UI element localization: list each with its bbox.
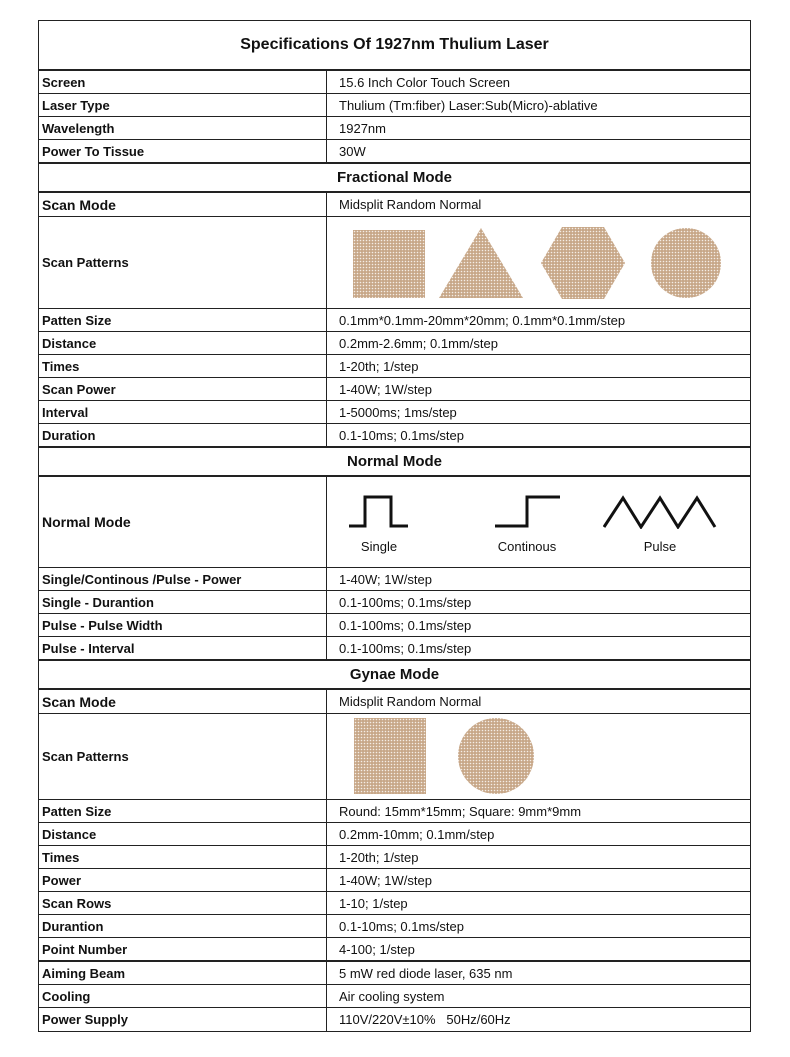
- row-label: Single - Durantion: [39, 591, 327, 613]
- row-value: 0.2mm-10mm; 0.1mm/step: [339, 826, 495, 842]
- row-label: Duration: [39, 424, 327, 446]
- row-value: 1-40W; 1W/step: [339, 381, 432, 397]
- row-value: Round: 15mm*15mm; Square: 9mm*9mm: [339, 803, 582, 819]
- spec-row-scan-rows: [39, 892, 750, 915]
- row-label: Scan Power: [39, 378, 327, 400]
- spec-row-power: [39, 869, 750, 892]
- row-value: Air cooling system: [339, 988, 445, 1004]
- row-label: Interval: [39, 401, 327, 423]
- row-label: Scan Rows: [39, 892, 327, 914]
- row-label: Wavelength: [39, 117, 327, 139]
- section-heading-gynae: [39, 661, 750, 690]
- spec-row-aiming-beam: [39, 962, 750, 985]
- row-value: Midsplit Random Normal: [339, 197, 482, 212]
- spec-row-scan-mode: [39, 193, 750, 217]
- wave-label-pulse: Pulse: [643, 539, 677, 554]
- row-label: Normal Mode: [39, 477, 327, 567]
- row-label: Patten Size: [39, 309, 327, 331]
- row-label: Pulse - Interval: [39, 637, 327, 659]
- wave-label-single: Single: [360, 539, 398, 554]
- row-value: 1-40W; 1W/step: [339, 872, 432, 888]
- spec-row-screen: [39, 71, 750, 94]
- row-value: 1-10; 1/step: [339, 895, 408, 911]
- row-value: 15.6 Inch Color Touch Screen: [339, 74, 511, 90]
- row-value: 5 mW red diode laser, 635 nm: [339, 965, 513, 981]
- pulse-wave-icon: [603, 495, 717, 529]
- spec-row-scan-patterns: [39, 217, 750, 309]
- spec-row-single-duration: [39, 591, 750, 614]
- row-label: Times: [39, 355, 327, 377]
- row-label: Distance: [39, 332, 327, 354]
- row-label: Scan Mode: [39, 193, 327, 216]
- table-title: [39, 21, 750, 71]
- triangle-icon: [439, 228, 523, 298]
- row-value: 0.1-100ms; 0.1ms/step: [339, 640, 472, 656]
- row-label: Cooling: [39, 985, 327, 1007]
- spec-table: [38, 20, 751, 1032]
- spec-row-patten-size: [39, 800, 750, 823]
- row-label: Point Number: [39, 938, 327, 960]
- spec-row-power-to-tissue: [39, 140, 750, 164]
- single-wave-icon: [349, 495, 409, 529]
- row-value: 30W: [339, 143, 366, 159]
- row-value: 0.1-100ms; 0.1ms/step: [339, 594, 472, 610]
- row-label: Durantion: [39, 915, 327, 937]
- row-value: Midsplit Random Normal: [339, 694, 482, 709]
- spec-row-interval: [39, 401, 750, 424]
- spec-row-scan-patterns: [39, 714, 750, 800]
- spec-row-distance: [39, 823, 750, 846]
- waveforms-cell: [327, 477, 750, 567]
- spec-row-pulse-width: [39, 614, 750, 637]
- wave-label-continous: Continous: [497, 539, 557, 554]
- square-icon: [354, 718, 426, 794]
- scan-patterns-cell: [327, 714, 750, 799]
- spec-row-cooling: [39, 985, 750, 1008]
- row-value: 1-40W; 1W/step: [339, 571, 432, 587]
- row-label: Scan Patterns: [39, 217, 327, 308]
- row-label: Times: [39, 846, 327, 868]
- continous-wave-icon: [495, 495, 561, 529]
- spec-row-power-supply: [39, 1008, 750, 1031]
- page-title: Specifications Of 1927nm Thulium Laser: [240, 36, 549, 53]
- scan-patterns-cell: [327, 217, 750, 308]
- row-value: 0.1-10ms; 0.1ms/step: [339, 427, 464, 443]
- section-title: Normal Mode: [346, 453, 442, 470]
- section-title: Fractional Mode: [336, 169, 452, 186]
- row-label: Distance: [39, 823, 327, 845]
- row-value: 0.1-100ms; 0.1ms/step: [339, 617, 472, 633]
- row-value: 1-5000ms; 1ms/step: [339, 404, 457, 420]
- row-value: 0.1mm*0.1mm-20mm*20mm; 0.1mm*0.1mm/step: [339, 312, 626, 328]
- row-label: Laser Type: [39, 94, 327, 116]
- spec-row-patten-size: [39, 309, 750, 332]
- square-icon: [353, 230, 425, 298]
- spec-row-scan-mode: [39, 690, 750, 714]
- hexagon-icon: [541, 227, 625, 299]
- spec-row-point-number: [39, 938, 750, 962]
- spec-row-laser-type: [39, 94, 750, 117]
- row-value: 110V/220V±10% 50Hz/60Hz: [339, 1012, 511, 1027]
- spec-row-wavelength: [39, 117, 750, 140]
- spec-row-times: [39, 355, 750, 378]
- row-label: Pulse - Pulse Width: [39, 614, 327, 636]
- row-label: Patten Size: [39, 800, 327, 822]
- spec-row-durantion: [39, 915, 750, 938]
- row-label: Scan Mode: [39, 690, 327, 713]
- row-value: 1927nm: [339, 120, 386, 136]
- row-label: Power To Tissue: [39, 140, 327, 162]
- row-value: 1-20th; 1/step: [339, 358, 419, 374]
- spec-row-normal-mode: [39, 477, 750, 568]
- spec-row-power: [39, 568, 750, 591]
- row-label: Power: [39, 869, 327, 891]
- circle-icon: [457, 717, 535, 795]
- row-label: Aiming Beam: [39, 962, 327, 984]
- row-label: Scan Patterns: [39, 714, 327, 799]
- section-title: Gynae Mode: [349, 666, 440, 683]
- row-value: 0.2mm-2.6mm; 0.1mm/step: [339, 335, 498, 351]
- row-value: Thulium (Tm:fiber) Laser:Sub(Micro)-ablative: [339, 97, 598, 113]
- row-label: Single/Continous /Pulse - Power: [39, 568, 327, 590]
- spec-row-distance: [39, 332, 750, 355]
- spec-row-scan-power: [39, 378, 750, 401]
- spec-row-pulse-interval: [39, 637, 750, 661]
- section-heading-normal: [39, 448, 750, 477]
- section-heading-fractional: [39, 164, 750, 193]
- row-value: 1-20th; 1/step: [339, 849, 419, 865]
- spec-row-times: [39, 846, 750, 869]
- row-value: 4-100; 1/step: [339, 941, 415, 957]
- row-label: Screen: [39, 71, 327, 93]
- circle-icon: [650, 227, 722, 299]
- row-value: 0.1-10ms; 0.1ms/step: [339, 918, 464, 934]
- row-label: Power Supply: [39, 1008, 327, 1031]
- spec-row-duration: [39, 424, 750, 448]
